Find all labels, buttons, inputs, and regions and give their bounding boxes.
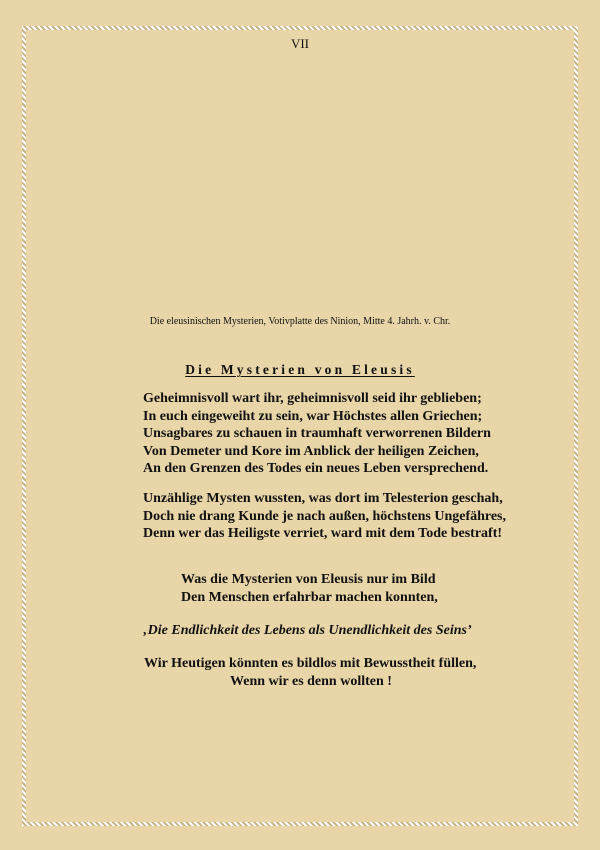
poem-closing — [0, 655, 600, 690]
poem-line: Den Menschen erfahrbar machen konnten, — [181, 590, 438, 605]
poem-line: Denn wer das Heiligste verriet, ward mit dem Tode bestraft! — [143, 526, 503, 541]
poem-line: Unsagbares zu schauen in traumhaft verworrenen Bildern — [143, 426, 491, 441]
page-number: VII — [290, 36, 310, 51]
poem-line: Was die Mysterien von Eleusis nur im Bild — [181, 572, 436, 587]
image-caption: Die eleusinischen Mysterien, Votivplatte des Ninion, Mitte 4. Jahrh. v. Chr. — [149, 316, 451, 327]
poem-line: In euch eingeweiht zu sein, war Höchstes allen Griechen; — [143, 408, 483, 424]
poem-stanza-1 — [143, 390, 491, 478]
poem-stanza-3 — [181, 571, 438, 607]
poem-line: Wir Heutigen könnten es bildlos mit Bewusstheit füllen, — [144, 656, 477, 671]
poem-line: Unzählige Mysten wussten, was dort im Telesterion geschah, — [143, 491, 503, 506]
poem-title: Die Mysterien von Eleusis — [185, 362, 415, 377]
poem-line: Wenn wir es denn wollten ! — [230, 673, 392, 689]
poem-line: Doch nie drang Kunde je nach außen, höchstens Ungefähres, — [143, 508, 507, 524]
poem-quote: ‚Die Endlichkeit des Lebens als Unendlichkeit des Seins’ — [143, 623, 472, 638]
poem-stanza-2 — [143, 490, 506, 543]
poem-line: Geheimnisvoll wart ihr, geheimnisvoll seid ihr geblieben; — [143, 391, 482, 406]
poem-line: Von Demeter und Kore im Anblick der heiligen Zeichen, — [143, 443, 479, 459]
poem-line: An den Grenzen des Todes ein neues Leben versprechend. — [143, 461, 489, 476]
